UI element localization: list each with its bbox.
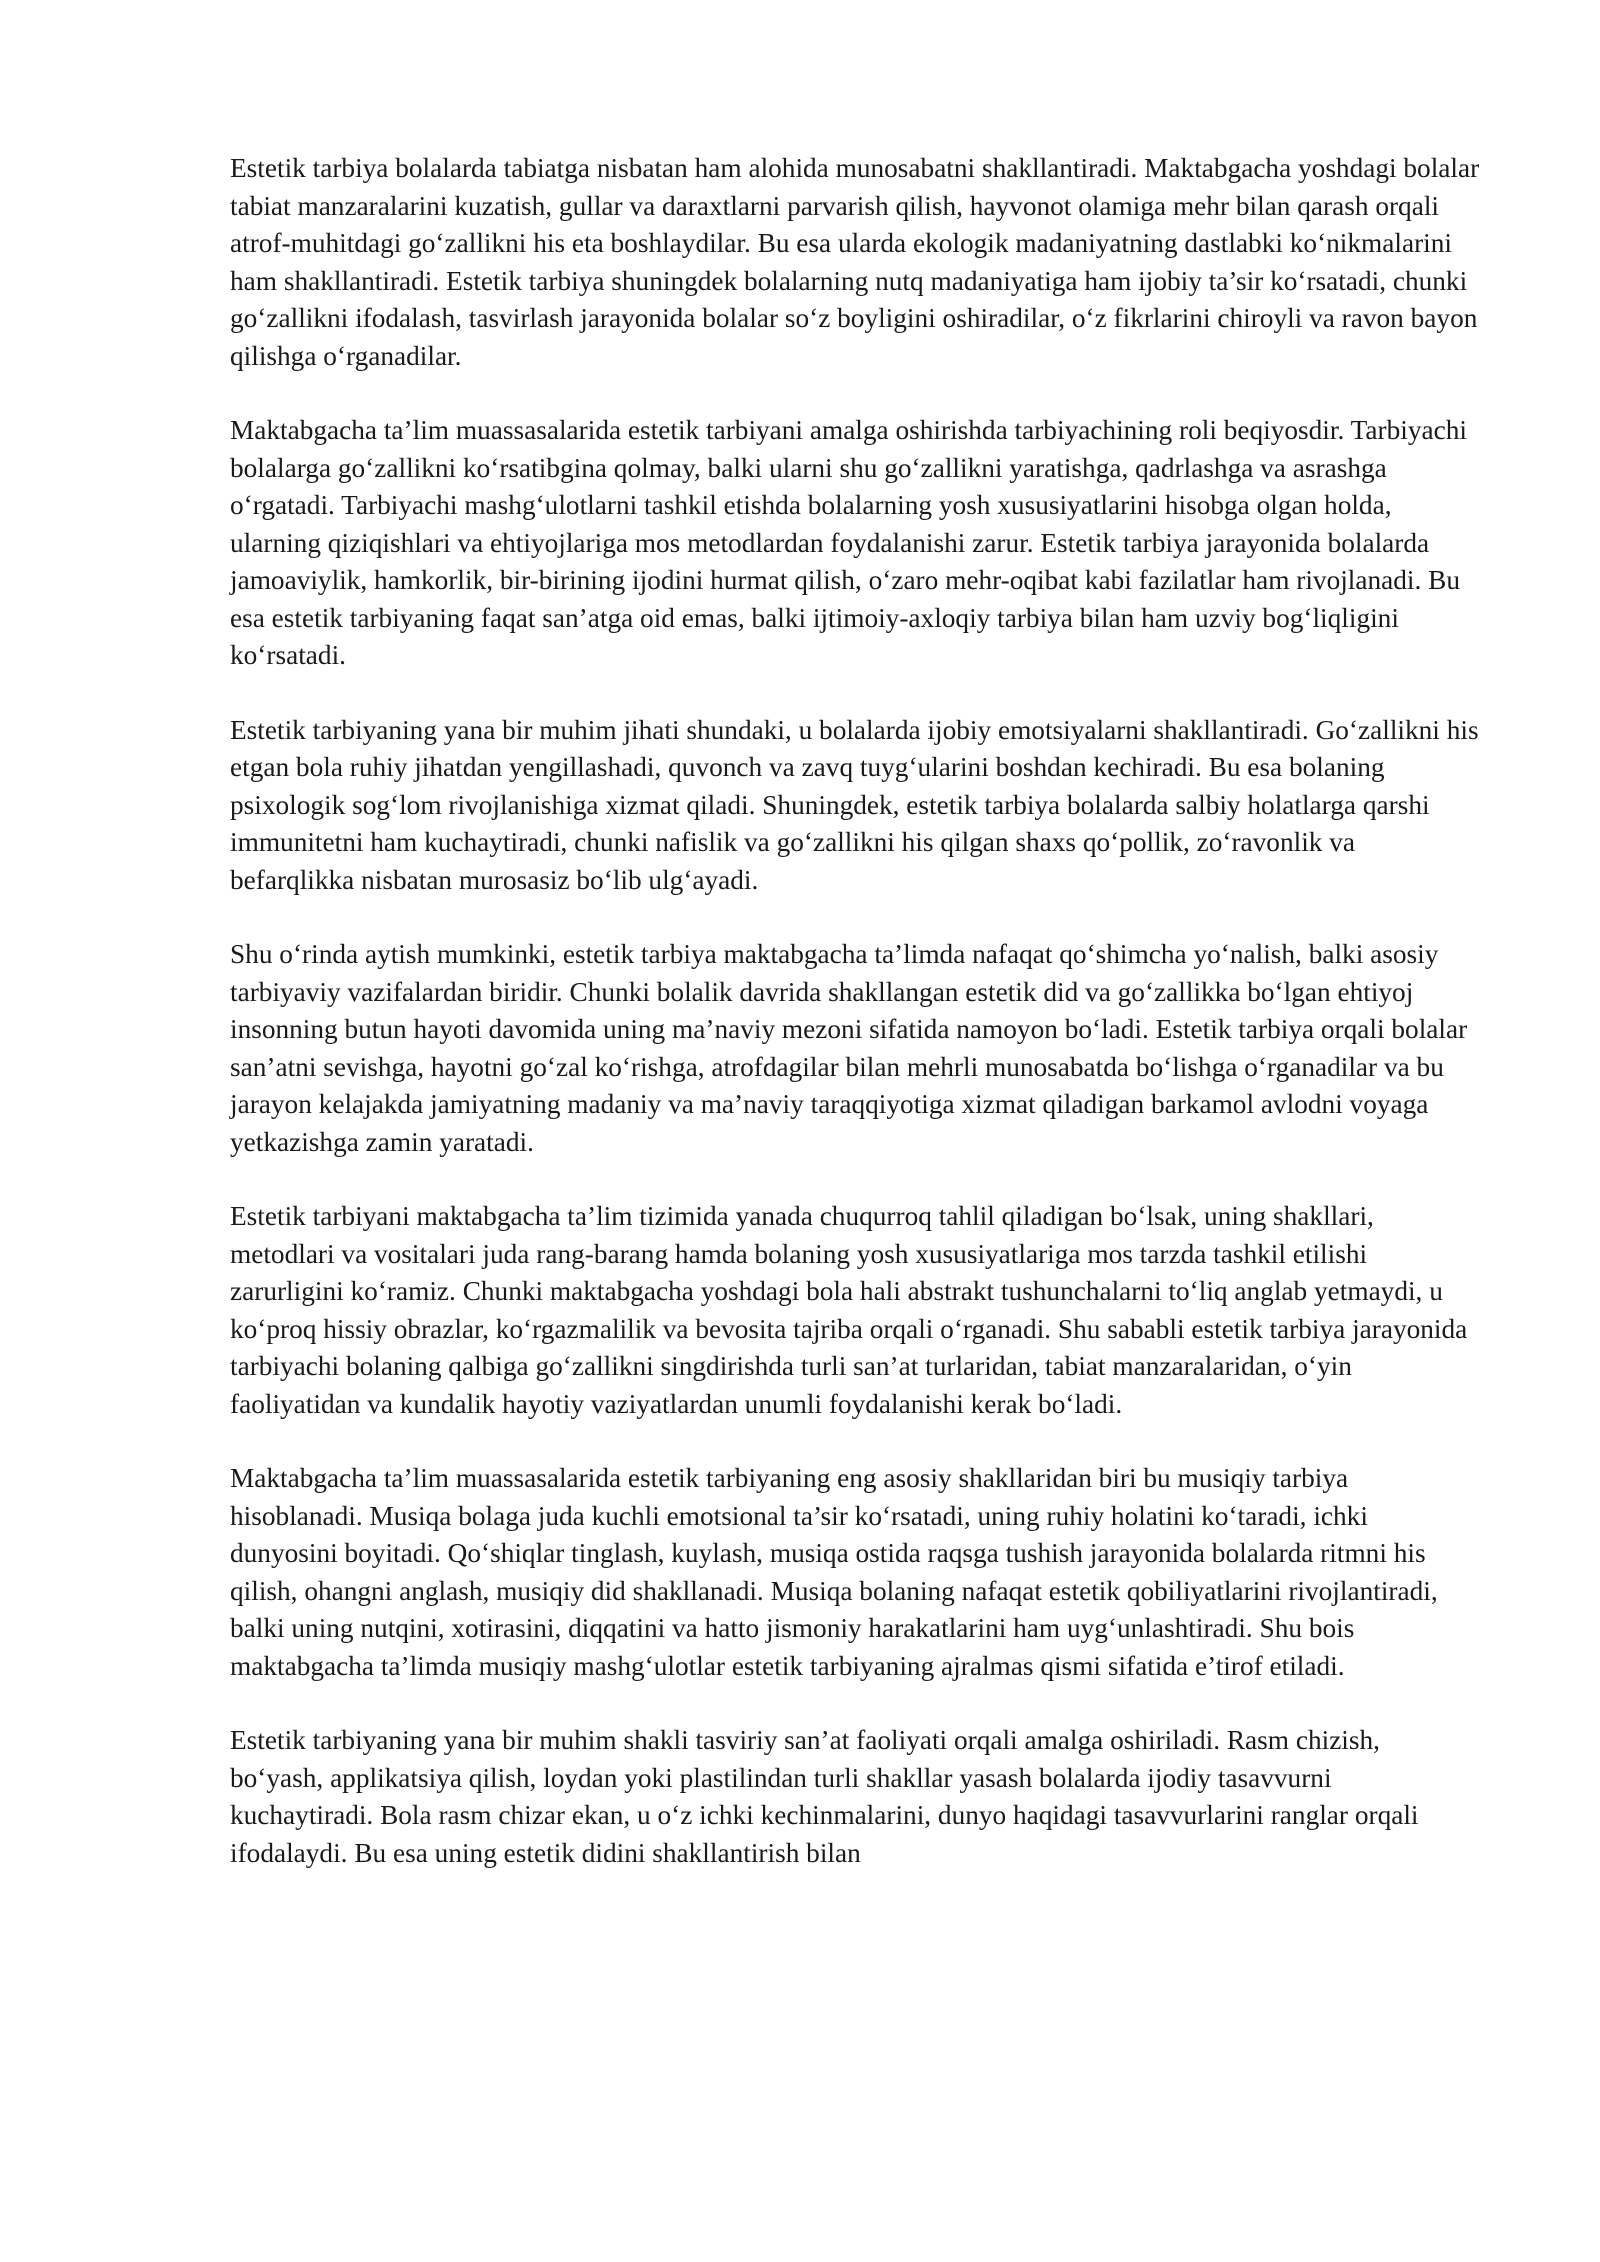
paragraph-2: Maktabgacha ta’lim muassasalarida estetik tarbiyani amalga oshirishda tarbiyachining roli beqiyosdir. Tarbiyachi bolalarga go‘zallikni ko‘rsatibgina qolmay, balki ularni shu go‘zallikni yaratishga, qadrlashga va asrashga o‘rgatadi. Tarbiyachi mashg‘ulotlarni tashkil etishda bolalarning yosh xususiyatlarini hisobga olgan holda, ularning qiziqishlari va ehtiyojlariga mos metodlardan foydalanishi zarur. Estetik tarbiya jarayonida bolalarda jamoaviylik, hamkorlik, bir-birining ijodini hurmat qilish, o‘zaro mehr-oqibat kabi fazilatlar ham rivojlanadi. Bu esa estetik tarbiyaning faqat san’atga oid emas, balki ijtimoiy-axloqiy tarbiya bilan ham uzviy bog‘liqligini ko‘rsatadi. (230, 415, 1467, 670)
paragraph-5: Estetik tarbiyani maktabgacha ta’lim tizimida yanada chuqurroq tahlil qiladigan bo‘lsak, uning shakllari, metodlari va vositalari juda rang-barang hamda bolaning yosh xususiyatlariga mos tarzda tashkil etilishi zarurligini ko‘ramiz. Chunki maktabgacha yoshdagi bola hali abstrakt tushunchalarni to‘liq anglab yetmaydi, u ko‘proq hissiy obrazlar, ko‘rgazmalilik va bevosita tajriba orqali o‘rganadi. Shu sababli estetik tarbiya jarayonida tarbiyachi bolaning qalbiga go‘zallikni singdirishda turli san’at turlaridan, tabiat manzaralaridan, o‘yin faoliyatidan va kundalik hayotiy vaziyatlardan unumli foydalanishi kerak bo‘ladi. (230, 1201, 1468, 1419)
paragraph-4: Shu o‘rinda aytish mumkinki, estetik tarbiya maktabgacha ta’limda nafaqat qo‘shimcha yo‘nalish, balki asosiy tarbiyaviy vazifalardan biridir. Chunki bolalik davrida shakllangan estetik did va go‘zallikka bo‘lgan ehtiyoj insonning butun hayoti davomida uning ma’naviy mezoni sifatida namoyon bo‘ladi. Estetik tarbiya orqali bolalar san’atni sevishga, hayotni go‘zal ko‘rishga, atrofdagilar bilan mehrli munosabatda bo‘lishga o‘rganadilar va bu jarayon kelajakda jamiyatning madaniy va ma’naviy taraqqiyotiga xizmat qiladigan barkamol avlodni voyaga yetkazishga zamin yaratadi. (230, 939, 1468, 1157)
paragraph-7: Estetik tarbiyaning yana bir muhim shakli tasviriy san’at faoliyati orqali amalga oshiriladi. Rasm chizish, bo‘yash, applikatsiya qilish, loydan yoki plastilindan turli shakllar yasash bolalarda ijodiy tasavvurni kuchaytiradi. Bola rasm chizar ekan, u o‘z ichki kechinmalarini, dunyo haqidagi tasavvurlarini ranglar orqali ifodalaydi. Bu esa uning estetik didini shakllantirish bilan (230, 1725, 1419, 1868)
paragraph-6: Maktabgacha ta’lim muassasalarida estetik tarbiyaning eng asosiy shakllaridan biri bu musiqiy tarbiya hisoblanadi. Musiqa bolaga juda kuchli emotsional ta’sir ko‘rsatadi, uning ruhiy holatini ko‘taradi, ichki dunyosini boyitadi. Qo‘shiqlar tinglash, kuylash, musiqa ostida raqsga tushish jarayonida bolalarda ritmni his qilish, ohangni anglash, musiqiy did shakllanadi. Musiqa bolaning nafaqat estetik qobiliyatlarini rivojlantiradi, balki uning nutqini, xotirasini, diqqatini va hatto jismoniy harakatlarini ham uyg‘unlashtiradi. Shu bois maktabgacha ta’limda musiqiy mashg‘ulotlar estetik tarbiyaning ajralmas qismi sifatida e’tirof etiladi. (230, 1463, 1438, 1681)
paragraph-1: Estetik tarbiya bolalarda tabiatga nisbatan ham alohida munosabatni shakllantiradi. Maktabgacha yoshdagi bolalar tabiat manzaralarini kuzatish, gullar va daraxtlarni parvarish qilish, hayvonot olamiga mehr bilan qarash orqali atrof-muhitdagi go‘zallikni his eta boshlaydilar. Bu esa ularda ekologik madaniyatning dastlabki ko‘nikmalarini ham shakllantiradi. Estetik tarbiya shuningdek bolalarning nutq madaniyatiga ham ijobiy ta’sir ko‘rsatadi, chunki go‘zallikni ifodalash, tasvirlash jarayonida bolalar so‘z boyligini oshiradilar, o‘z fikrlarini chiroyli va ravon bayon qilishga o‘rganadilar. (230, 153, 1480, 371)
paragraph-3: Estetik tarbiyaning yana bir muhim jihati shundaki, u bolalarda ijobiy emotsiyalarni shakllantiradi. Go‘zallikni his etgan bola ruhiy jihatdan yengillashadi, quvonch va zavq tuyg‘ularini boshdan kechiradi. Bu esa bolaning psixologik sog‘lom rivojlanishiga xizmat qiladi. Shuningdek, estetik tarbiya bolalarda salbiy holatlarga qarshi immunitetni ham kuchaytiradi, chunki nafislik va go‘zallikni his qilgan shaxs qo‘pollik, zo‘ravonlik va befarqlikka nisbatan murosasiz bo‘lib ulg‘ayadi. (230, 714, 1479, 895)
document-body (230, 150, 1480, 1909)
